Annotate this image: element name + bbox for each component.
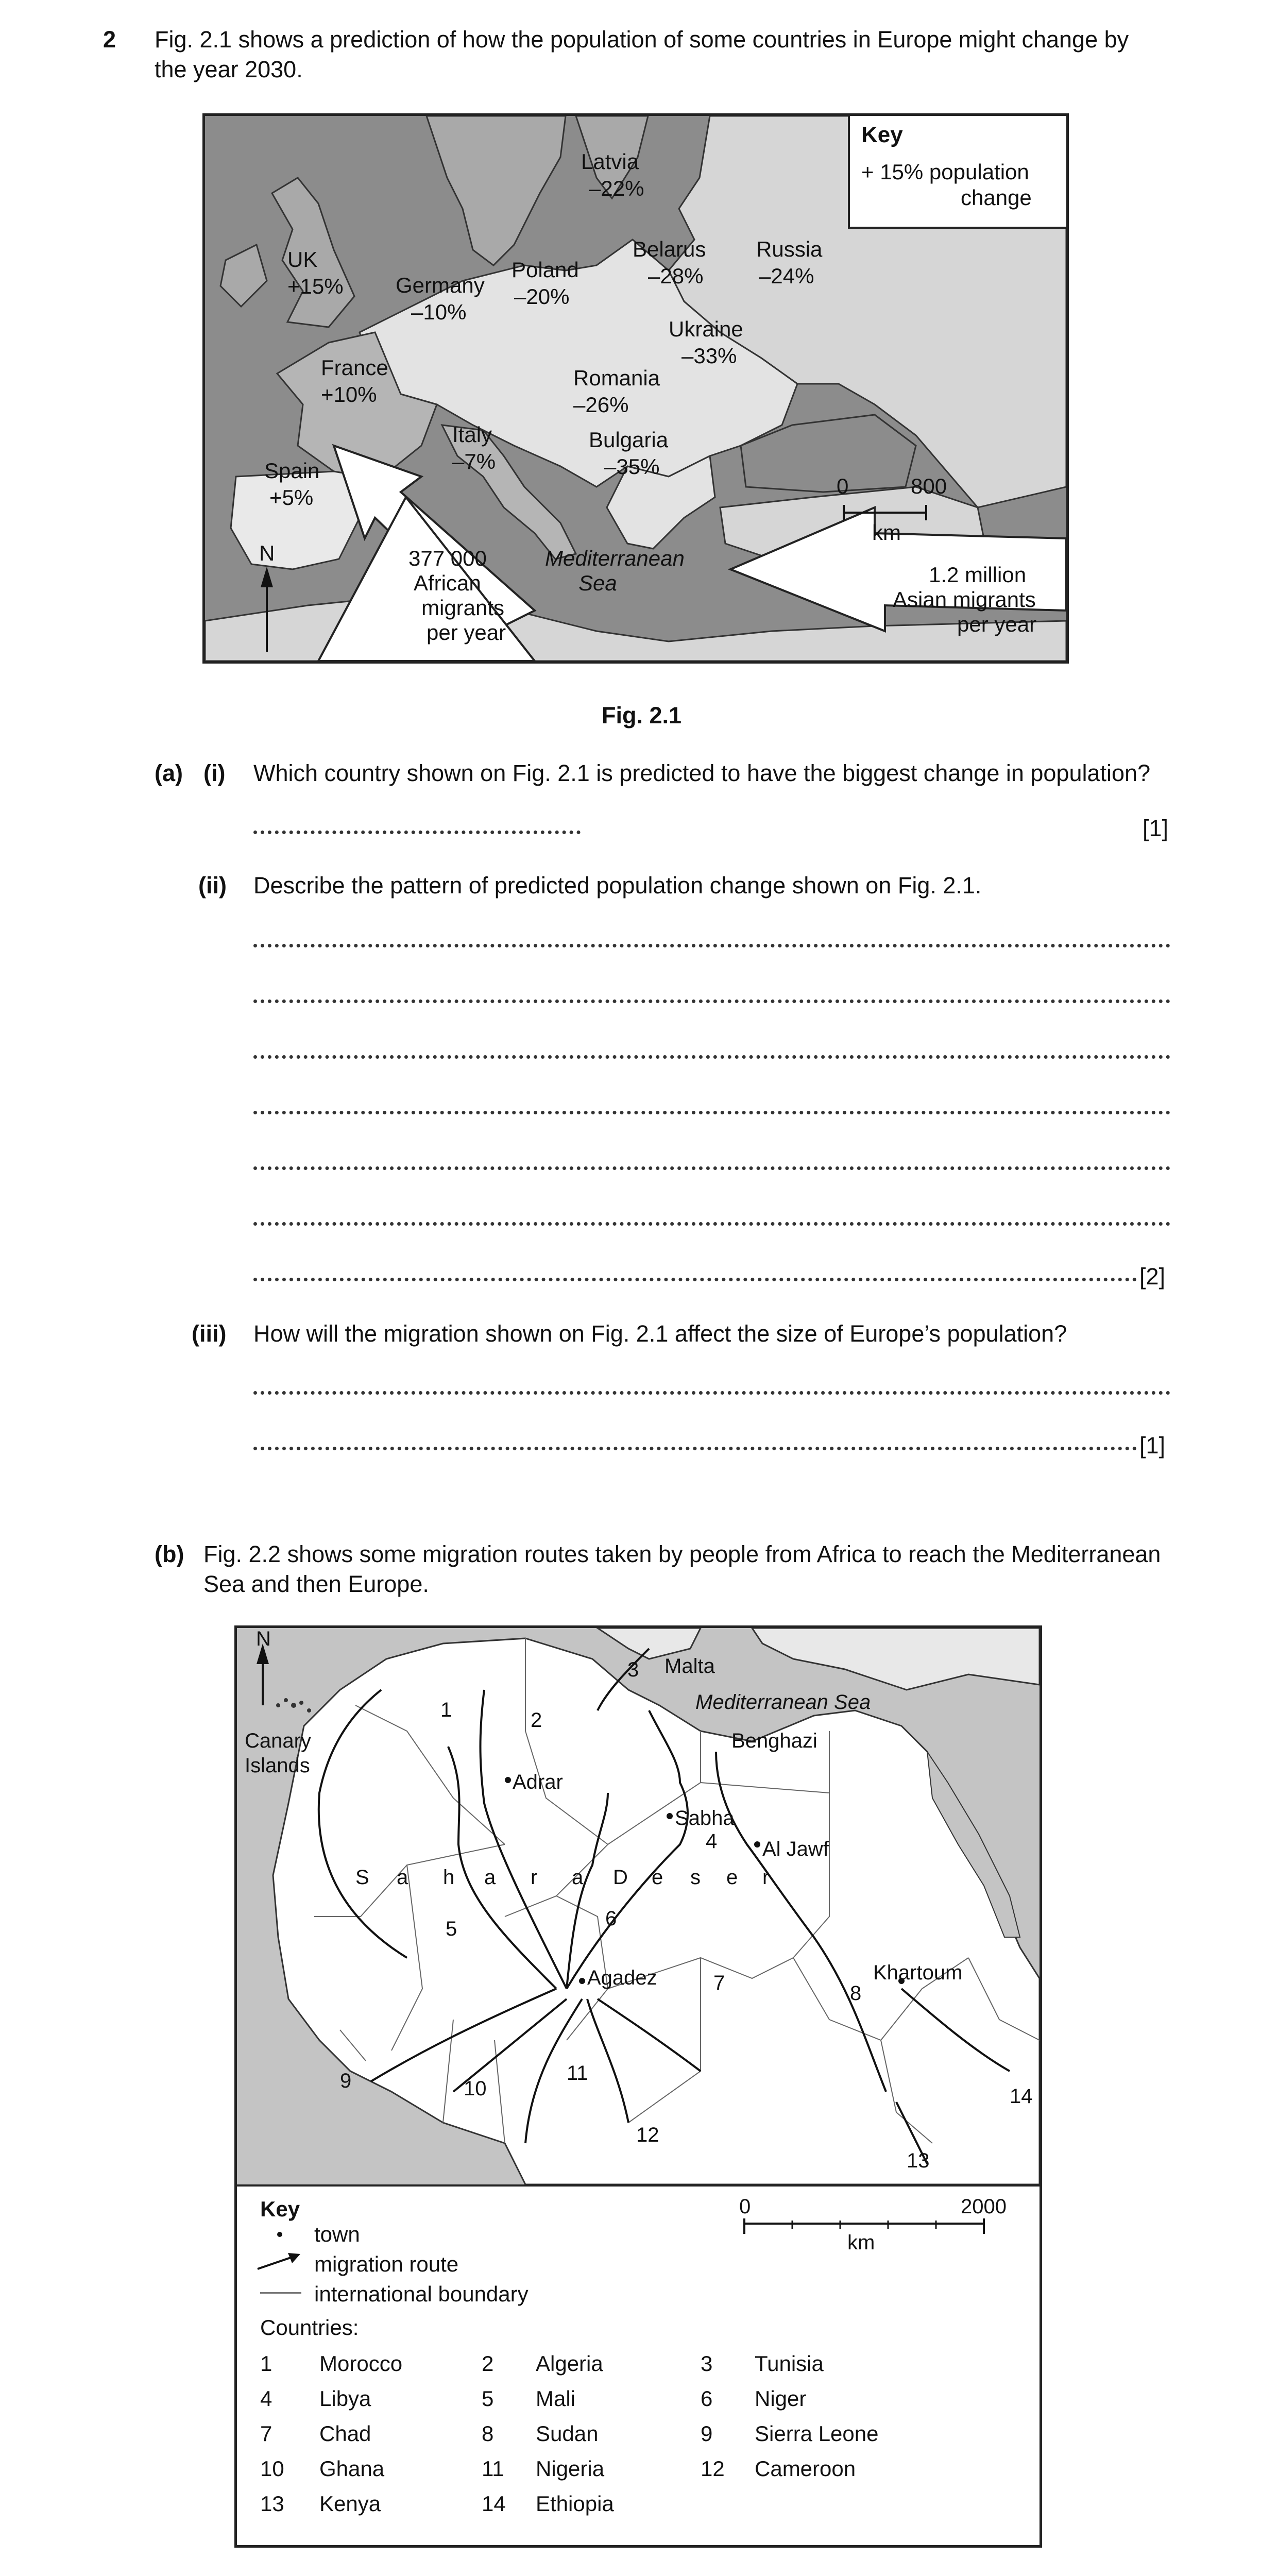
asian-migrants-label-2: Asian migrants — [893, 587, 1036, 612]
country-key-num: 3 — [701, 2351, 713, 2376]
boundary-line-icon — [260, 2292, 301, 2294]
fig1-scale-zero: 0 — [837, 474, 849, 498]
countries-title: Countries: — [260, 2315, 359, 2340]
country-key-name: Nigeria — [536, 2456, 605, 2481]
question-intro-line1: Fig. 2.1 shows a prediction of how the population of some countries in Europe might change by — [155, 26, 1129, 53]
country-key-name: Niger — [755, 2386, 807, 2411]
african-migrants-label-3: migrants — [421, 596, 505, 620]
country-latvia-value: –22% — [589, 176, 644, 200]
country-number-2: 2 — [531, 1709, 542, 1732]
fig1-key-line2: change — [961, 185, 1032, 210]
country-key-name: Sierra Leone — [755, 2421, 879, 2446]
part-a-label: (a) — [155, 760, 183, 786]
country-key-name: Libya — [319, 2386, 371, 2411]
sabha-label: Sabha — [675, 1807, 735, 1829]
desert-letter: e — [726, 1866, 738, 1889]
khartoum-label: Khartoum — [873, 1961, 963, 1984]
country-key-name: Algeria — [536, 2351, 603, 2376]
country-key-name: Morocco — [319, 2351, 403, 2376]
country-key-name: Kenya — [319, 2492, 381, 2516]
country-key-num: 10 — [260, 2456, 284, 2481]
asian-migrants-label-3: per year — [957, 612, 1037, 636]
part-b-intro-line2: Sea and then Europe. — [203, 1571, 429, 1597]
country-key-name: Ethiopia — [536, 2492, 614, 2516]
fig1-key-line1: + 15% population — [861, 160, 1029, 184]
country-russia-value: –24% — [759, 264, 814, 288]
country-ukraine-value: –33% — [681, 344, 737, 368]
country-france-name: France — [321, 355, 388, 380]
sahara-letter: S — [355, 1866, 369, 1889]
sahara-letter: a — [484, 1866, 496, 1889]
country-spain-value: +5% — [269, 485, 314, 510]
country-bulgaria-name: Bulgaria — [589, 428, 669, 452]
question-number: 2 — [103, 26, 116, 53]
country-france-value: +10% — [321, 382, 377, 406]
country-belarus-name: Belarus — [633, 237, 706, 261]
country-number-11: 11 — [567, 2062, 588, 2084]
sahara-letter: r — [531, 1866, 538, 1889]
country-poland-value: –20% — [514, 284, 570, 309]
country-key-num: 5 — [482, 2386, 494, 2411]
country-number-7: 7 — [713, 1972, 725, 1994]
sahara-letter: h — [443, 1866, 455, 1889]
part-b-label: (b) — [155, 1541, 184, 1567]
african-migrants-label-1: 377 000 — [408, 546, 487, 570]
country-key-num: 4 — [260, 2386, 272, 2411]
part-a-iii-text: How will the migration shown on Fig. 2.1 affect the size of Europe’s population? — [253, 1320, 1067, 1347]
country-bulgaria-value: –35% — [604, 454, 660, 479]
country-key-num: 13 — [260, 2492, 284, 2516]
country-uk-value: +15% — [287, 274, 344, 298]
country-uk-name: UK — [287, 247, 318, 272]
mediterranean-sea-label-2: Sea — [578, 571, 617, 595]
desert-letter: r — [762, 1866, 770, 1889]
country-key-num: 11 — [482, 2456, 504, 2481]
country-key-name: Sudan — [536, 2421, 599, 2446]
country-belarus-value: –28% — [648, 264, 704, 288]
country-key-num: 1 — [260, 2351, 272, 2376]
mediterranean-sea-label-1: Mediterranean — [545, 546, 685, 570]
part-a-iii-label: (iii) — [192, 1320, 227, 1347]
country-russia-name: Russia — [756, 237, 823, 261]
al-jawf-label: Al Jawf — [762, 1838, 829, 1860]
country-key-num: 12 — [701, 2456, 725, 2481]
country-number-3: 3 — [627, 1658, 639, 1681]
country-germany-name: Germany — [396, 273, 485, 297]
country-romania-value: –26% — [573, 393, 629, 417]
fig1-scale-max: 800 — [911, 474, 947, 498]
figure-2-2-map — [234, 1625, 1042, 2548]
part-a-i-text: Which country shown on Fig. 2.1 is predicted to have the biggest change in population? — [253, 760, 1151, 786]
answer-line[interactable] — [253, 944, 1170, 947]
fig2-scale-zero: 0 — [739, 2195, 751, 2218]
country-number-5: 5 — [446, 1918, 457, 1940]
country-key-num: 6 — [701, 2386, 713, 2411]
desert-letter: D — [613, 1866, 628, 1889]
answer-line[interactable] — [253, 999, 1170, 1003]
asian-migrants-label-1: 1.2 million — [929, 563, 1027, 587]
fig1-scale-unit: km — [872, 520, 901, 545]
part-a-ii-marks: [2] — [1139, 1263, 1166, 1290]
answer-line[interactable] — [253, 1055, 1170, 1059]
african-migrants-label-4: per year — [427, 620, 506, 645]
fig2-scale-unit: km — [847, 2231, 875, 2254]
answer-line[interactable] — [253, 1166, 1170, 1170]
country-ukraine-name: Ukraine — [669, 317, 743, 341]
country-number-6: 6 — [605, 1907, 617, 1930]
african-migrants-label-2: African — [414, 571, 481, 595]
country-key-name: Mali — [536, 2386, 576, 2411]
sahara-letter: a — [572, 1866, 584, 1889]
country-key-num: 2 — [482, 2351, 494, 2376]
country-key-name: Cameroon — [755, 2456, 856, 2481]
part-a-i-marks: [1] — [1143, 815, 1169, 841]
country-number-14: 14 — [1010, 2085, 1033, 2108]
country-number-8: 8 — [850, 1982, 862, 2005]
country-number-4: 4 — [706, 1830, 718, 1853]
country-romania-name: Romania — [573, 366, 660, 390]
canary-islands-label-1: Canary — [245, 1730, 311, 1752]
country-key-name: Tunisia — [755, 2351, 824, 2376]
canary-islands-label-2: Islands — [245, 1754, 310, 1777]
country-italy-name: Italy — [452, 422, 492, 447]
part-a-ii-label: (ii) — [198, 872, 227, 899]
key-town-label: town — [314, 2222, 360, 2246]
africa-map-svg — [237, 1628, 1040, 2184]
route-arrow-icon — [255, 2251, 301, 2272]
fig2-key-panel — [237, 2184, 1040, 2547]
country-number-10: 10 — [464, 2077, 487, 2100]
key-route-label: migration route — [314, 2252, 459, 2276]
benghazi-label: Benghazi — [731, 1730, 817, 1752]
country-key-num: 9 — [701, 2421, 713, 2446]
country-key-name: Chad — [319, 2421, 371, 2446]
fig2-north-label: N — [256, 1628, 271, 1650]
part-b-intro-line1: Fig. 2.2 shows some migration routes taken by people from Africa to reach the Mediterranean — [203, 1541, 1161, 1567]
country-number-1: 1 — [440, 1699, 452, 1721]
answer-line[interactable] — [253, 1391, 1170, 1395]
desert-letter: s — [690, 1866, 701, 1889]
part-a-i-answer-line[interactable] — [253, 831, 581, 834]
answer-line[interactable] — [253, 1278, 1137, 1281]
country-latvia-name: Latvia — [581, 149, 639, 174]
fig2-scale-max: 2000 — [961, 2195, 1007, 2218]
town-dot-icon — [277, 2232, 282, 2237]
adrar-label: Adrar — [513, 1771, 563, 1793]
fig-2-1-caption: Fig. 2.1 — [602, 702, 682, 728]
country-poland-name: Poland — [512, 258, 579, 282]
country-key-num: 14 — [482, 2492, 506, 2516]
answer-line[interactable] — [253, 1222, 1170, 1226]
country-number-13: 13 — [907, 2149, 930, 2172]
country-key-num: 7 — [260, 2421, 272, 2446]
mediterranean-sea-map-label: Mediterranean Sea — [695, 1691, 871, 1714]
country-spain-name: Spain — [264, 459, 320, 483]
part-a-ii-text: Describe the pattern of predicted population change shown on Fig. 2.1. — [253, 872, 982, 899]
part-a-iii-marks: [1] — [1139, 1432, 1166, 1459]
country-germany-value: –10% — [411, 300, 467, 324]
fig1-key-box — [848, 116, 1066, 229]
desert-letter: e — [652, 1866, 663, 1889]
part-a-i-label: (i) — [203, 760, 226, 786]
fig1-key-title: Key — [861, 122, 903, 147]
fig2-key-title: Key — [260, 2197, 300, 2221]
key-boundary-label: international boundary — [314, 2282, 529, 2306]
malta-label: Malta — [664, 1655, 715, 1677]
fig1-north-label: N — [259, 541, 275, 565]
country-key-num: 8 — [482, 2421, 494, 2446]
sahara-letter: a — [397, 1866, 408, 1889]
country-number-9: 9 — [340, 2070, 352, 2092]
figure-2-1-map — [202, 113, 1069, 664]
agadez-label: Agadez — [587, 1967, 657, 1989]
country-key-name: Ghana — [319, 2456, 385, 2481]
answer-line[interactable] — [253, 1111, 1170, 1114]
answer-line[interactable] — [253, 1447, 1137, 1450]
question-intro-line2: the year 2030. — [155, 56, 303, 82]
country-italy-value: –7% — [452, 449, 496, 473]
country-number-12: 12 — [636, 2124, 659, 2146]
